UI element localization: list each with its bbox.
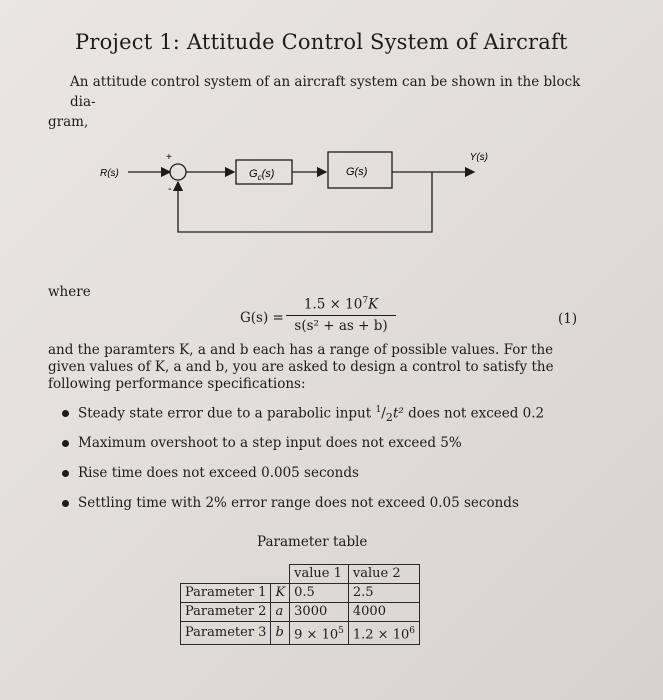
intro-text	[48, 72, 608, 132]
param-name: Parameter 2	[181, 603, 271, 622]
spec-item-steady-state: Steady state error due to a parabolic input $^1/_2t^2$ does not exceed 0.2	[62, 405, 544, 435]
minus-sign: -	[168, 183, 172, 195]
equation-lhs: G(s) =	[240, 310, 284, 326]
header-value-2: value 2	[348, 565, 419, 584]
equation-denominator: s(s² + as + b)	[294, 317, 388, 334]
block-diagram	[60, 140, 490, 250]
param-value-1: $9 \times 10^5$	[290, 622, 349, 645]
spec-item-settling-time: Settling time with 2% error range does not exceed 0.05 seconds	[62, 495, 544, 525]
bullet-icon	[62, 440, 69, 447]
parameter-table	[180, 564, 420, 645]
bullet-icon	[62, 410, 69, 417]
param-symbol: K	[271, 584, 290, 603]
controller-label: $G_c(s)$	[249, 168, 275, 182]
where-label: where	[48, 284, 91, 300]
intro-line-1: An attitude control system of an aircraft system can be shown in the block dia-	[70, 74, 581, 110]
param-value-2: $1.2 \times 10^6$	[348, 622, 419, 645]
bullet-icon	[62, 500, 69, 507]
param-value-2: 4000	[348, 603, 419, 622]
param-value-1: 3000	[290, 603, 349, 622]
feedback-path	[178, 172, 432, 232]
table-row	[181, 584, 420, 603]
header-blank-cell	[181, 565, 290, 584]
equation-fraction	[286, 296, 396, 334]
input-label: R(s)	[100, 168, 119, 179]
page-title: Project 1: Attitude Control System of Aircraft	[75, 30, 568, 54]
table-caption: Parameter table	[257, 534, 368, 550]
table-header-row	[181, 565, 420, 584]
spec-item-overshoot: Maximum overshoot to a step input does not exceed 5%	[62, 435, 544, 465]
param-symbol: b	[271, 622, 290, 645]
table-row	[181, 603, 420, 622]
intro-line-2: gram,	[48, 114, 89, 130]
param-name: Parameter 3	[181, 622, 271, 645]
output-label: Y(s)	[469, 152, 488, 163]
equation-number: (1)	[558, 311, 578, 327]
plus-sign: +	[166, 152, 172, 163]
bullet-icon	[62, 470, 69, 477]
problem-paragraph: and the paramters K, a and b each has a range of possible values. For the given values of K, a and b, you are asked to design a control to satisfy the following performance specifications:	[48, 342, 554, 392]
header-value-1: value 1	[290, 565, 349, 584]
specifications-list	[62, 405, 544, 525]
summing-junction	[170, 164, 186, 180]
equation-numerator: $1.5 \times 10^7K$	[286, 296, 396, 316]
param-name: Parameter 1	[181, 584, 271, 603]
spec-item-rise-time: Rise time does not exceed 0.005 seconds	[62, 465, 544, 495]
plant-label: G(s)	[346, 166, 368, 178]
table-row	[181, 622, 420, 645]
param-value-2: 2.5	[348, 584, 419, 603]
param-symbol: a	[271, 603, 290, 622]
param-value-1: 0.5	[290, 584, 349, 603]
